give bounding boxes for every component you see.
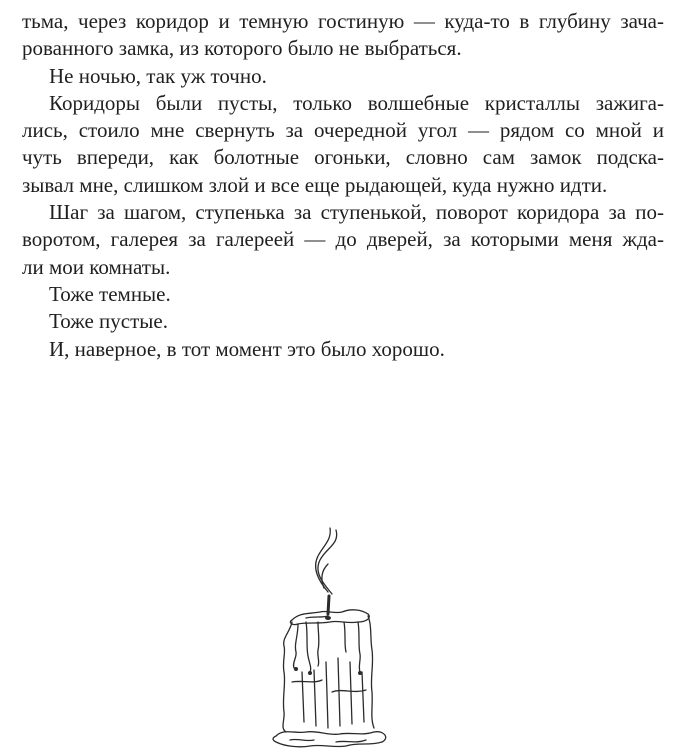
text-line: Тоже темные. (49, 281, 171, 306)
text-line: чуть впереди, как болотные огоньки, словно сам замок подска- (22, 145, 664, 170)
text-line: зывал мне, слишком злой и все еще рыдающей, куда нужно идти. (22, 172, 608, 197)
text-line: И, наверное, в тот момент это было хорошо. (49, 336, 445, 361)
text-line: воротом, галерея за галереей — до дверей, за которыми меня жда- (22, 227, 664, 252)
text-line: лись, стоило мне свернуть за очередной угол — рядом со мной и (22, 118, 664, 143)
text-line: Шаг за шагом, ступенька за ступенькой, поворот коридора за по- (49, 200, 664, 225)
candle-illustration-icon (262, 522, 392, 752)
text-line: рованного замка, из которого было не выбраться. (22, 36, 462, 61)
paragraph-3 (22, 90, 664, 199)
paragraph-4 (22, 199, 664, 281)
text-line: ли мои комнаты. (22, 254, 171, 279)
text-line: Не ночью, так уж точно. (49, 63, 267, 88)
paragraph-1 (22, 8, 664, 63)
body-text (22, 8, 664, 363)
paragraph-2 (22, 63, 664, 90)
text-line: Тоже пустые. (49, 309, 168, 334)
paragraph-6 (22, 308, 664, 335)
text-line: Коридоры были пусты, только волшебные кристаллы зажига- (49, 90, 664, 115)
text-line: тьма, через коридор и темную гостиную — куда-то в глубину зача- (22, 9, 664, 33)
paragraph-7 (22, 336, 664, 363)
paragraph-5 (22, 281, 664, 308)
